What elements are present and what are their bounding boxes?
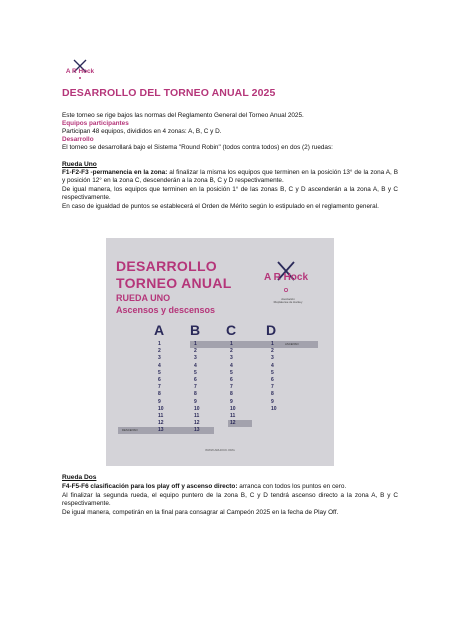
zone-d-position-10: 10: [271, 405, 277, 412]
zone-b-position-12: 12: [194, 420, 200, 427]
zone-a-position-6: 6: [158, 376, 161, 383]
zone-b-positions: [194, 341, 200, 434]
rueda-uno-text-1: al finalizar la misma los equipos que terminen en la posición 13° de la zona A, B y posición 12° en la zona C, descenderán a la zona B, C y D respectivamente.: [62, 169, 398, 185]
zone-c-position-1: 1: [230, 341, 233, 347]
graphic-logo-caption: [256, 298, 320, 305]
zone-b-letter: B: [190, 322, 201, 338]
zone-b-position-3: 3: [194, 355, 197, 362]
ascensos-descensos-graphic: [106, 238, 334, 466]
zone-b-position-1: 1: [194, 341, 197, 347]
zone-a-position-4: 4: [158, 362, 161, 369]
zone-b-position-7: 7: [194, 384, 197, 391]
zone-b-position-9: 9: [194, 398, 197, 405]
rueda-dos-text-1: arranca con todos los puntos en cero.: [237, 483, 347, 490]
equipos-paragraph: Participan 48 equipos, divididos en 4 zonas: A, B, C y D.: [62, 128, 222, 135]
zone-a-position-5: 5: [158, 369, 161, 376]
zone-c-position-11: 11: [230, 412, 236, 419]
rueda-uno-heading: Rueda Uno: [62, 161, 97, 168]
zone-b-position-13: 13: [194, 427, 200, 434]
graphic-title-line-2: TORNEO ANUAL: [116, 275, 232, 291]
document-title: DESARROLLO DEL TORNEO ANUAL 2025: [62, 87, 276, 99]
logo-caption-line-1: Asociación: [281, 297, 295, 301]
descenso-label: DESCENSO: [122, 428, 138, 433]
zone-c-position-2: 2: [230, 348, 233, 355]
zone-d-positions: [271, 341, 277, 413]
zone-a-position-8: 8: [158, 391, 161, 398]
rueda-dos-paragraph-2: Al finalizar la segunda rueda, el equipo puntero de la zona B, C y D tendrá ascenso directo a la zona A, B y C respectivamente.: [62, 492, 398, 508]
rueda-uno-paragraph-1: [62, 169, 398, 185]
zone-a-position-11: 11: [158, 412, 164, 419]
zone-b-position-2: 2: [194, 348, 197, 355]
zone-b-position-6: 6: [194, 376, 197, 383]
equipos-heading: Equipos participantes: [62, 120, 129, 127]
rueda-dos-heading: Rueda Dos: [62, 474, 97, 481]
zone-d-position-8: 8: [271, 391, 274, 398]
graphic-subtitle-line-2: Ascensos y descensos: [116, 305, 216, 315]
zone-b-position-8: 8: [194, 391, 197, 398]
zone-a-position-10: 10: [158, 405, 164, 412]
rueda-dos-lead: F4-F5-F6 clasificación para los play off y ascenso directo:: [62, 483, 238, 490]
zone-b-position-5: 5: [194, 369, 197, 376]
zone-c-letter: C: [226, 322, 237, 338]
zone-c-position-3: 3: [230, 355, 233, 362]
zone-a-letter: A: [154, 322, 165, 338]
desarrollo-heading: Desarrollo: [62, 136, 94, 143]
graphic-title-line-1: DESARROLLO: [116, 258, 217, 274]
zone-c-position-4: 4: [230, 362, 233, 369]
zone-a-position-2: 2: [158, 348, 161, 355]
ascenso-label: ASCENSO: [285, 342, 299, 346]
zone-c-position-9: 9: [230, 398, 233, 405]
graphic-logo: [258, 258, 314, 314]
zone-c-position-12: 12: [230, 420, 236, 427]
graphic-subtitle-line-1: RUEDA UNO: [116, 293, 171, 303]
zone-c-position-5: 5: [230, 369, 233, 376]
zone-c-position-8: 8: [230, 391, 233, 398]
logo-caption-line-2: Rioplatense de Hockey: [273, 300, 303, 305]
zone-c-position-7: 7: [230, 384, 233, 391]
svg-text:A R Hock: A R Hock: [263, 272, 309, 283]
zone-c-positions: [230, 341, 236, 427]
zone-a-positions: [158, 341, 164, 434]
rueda-uno-lead: F1-F2-F3 -permanencia en la zona:: [62, 169, 168, 176]
desarrollo-paragraph: El torneo se desarrollará bajo el Sistema "Round Robin" (todos contra todos) en dos (2) ruedas:: [62, 144, 333, 151]
rueda-dos-paragraph-1: [62, 483, 398, 491]
zone-a-position-7: 7: [158, 384, 161, 391]
zone-d-position-3: 3: [271, 355, 274, 362]
zone-a-position-13: 13: [158, 427, 164, 434]
zone-a-position-12: 12: [158, 420, 164, 427]
zone-a-position-3: 3: [158, 355, 161, 362]
zone-a-position-1: 1: [158, 341, 161, 347]
zone-b-position-10: 10: [194, 405, 200, 412]
zone-d-position-2: 2: [271, 348, 274, 355]
zone-a-position-9: 9: [158, 398, 161, 405]
zone-b-position-4: 4: [194, 362, 197, 369]
zone-d-position-7: 7: [271, 384, 274, 391]
zone-d-position-6: 6: [271, 376, 274, 383]
rueda-dos-paragraph-3: De igual manera, competirán en la final para consagrar al Campeón 2025 en la fecha de Play Off.: [62, 509, 339, 516]
zone-b-position-11: 11: [194, 412, 200, 419]
rueda-uno-paragraph-3: En caso de igualdad de puntos se establecerá el Orden de Mérito según lo estipulado en el reglamento general.: [62, 203, 379, 210]
zone-d-position-1: 1: [271, 341, 274, 347]
intro-paragraph: Este torneo se rige bajos las normas del Reglamento General del Torneo Anual 2025.: [62, 112, 304, 119]
zone-c-position-10: 10: [230, 405, 236, 412]
zone-d-position-9: 9: [271, 398, 274, 405]
graphic-footer-url: WWW.ARHOCK.ORG: [205, 448, 235, 452]
svg-text:A R Hock: A R Hock: [65, 68, 95, 75]
zone-d-position-5: 5: [271, 369, 274, 376]
arhock-logo: [60, 58, 100, 82]
zone-d-position-4: 4: [271, 362, 274, 369]
zone-c-position-6: 6: [230, 376, 233, 383]
rueda-uno-paragraph-2: De igual manera, los equipos que terminen en la posición 1° de las zonas B, C y D ascenderán a la zona A, B y C respectivamente.: [62, 186, 398, 202]
zone-d-letter: D: [266, 322, 277, 338]
